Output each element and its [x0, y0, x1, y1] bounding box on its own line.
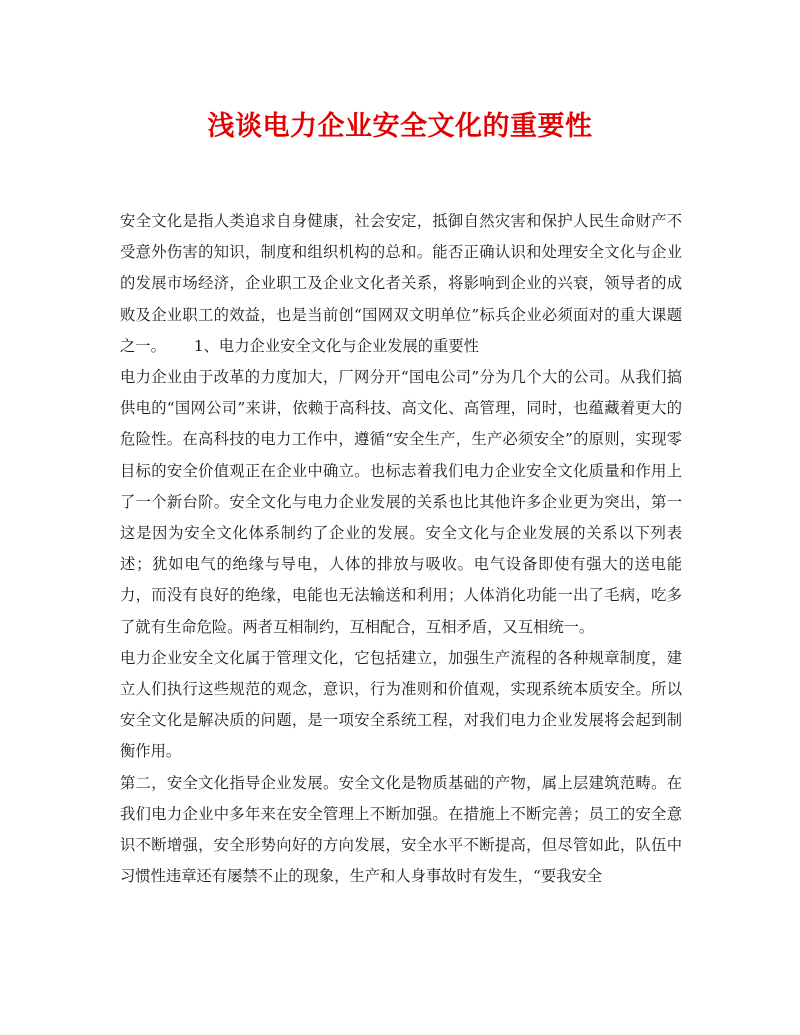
paragraph-4: 第二，安全文化指导企业发展。安全文化是物质基础的产物，属上层建筑范畴。在我们电力企业中多年来在安全管理上不断加强。在措施上不断完善；员工的安全意识不断增强，安全形势向好的方向发展，安全水平不断提高，但尽管如此，队伍中习惯性违章还有屡禁不止的现象，生产和人身事故时有发生，“要我安全: [120, 773, 682, 886]
document-body: [120, 206, 682, 892]
paragraph-3: 电力企业安全文化属于管理文化，它包括建立，加强生产流程的各种规章制度，建立人们执行这些规范的观念，意识，行为准则和价值观，实现系统本质安全。所以安全文化是解决质的问题，是一项安全系统工程，对我们电力企业发展将会起到制衡作用。: [120, 648, 682, 761]
paragraph-1: [120, 206, 682, 362]
section-heading-1: 1、电力企业安全文化与企业发展的重要性: [193, 336, 479, 355]
paragraph-1-text: 安全文化是指人类追求自身健康，社会安定，抵御自然灾害和保护人民生命财产不受意外伤害的知识，制度和组织机构的总和。能否正确认识和处理安全文化与企业的发展市场经济，企业职工及企业文化者关系，将影响到企业的兴衰，领导者的成败及企业职工的效益，也是当前创“国网双文明单位”标兵企业必须面对的重大课题之一。: [120, 212, 682, 355]
paragraph-2: 电力企业由于改革的力度加大，厂网分开“国电公司”分为几个大的公司。从我们搞供电的“国网公司”来讲，依赖于高科技、高文化、高管理，同时，也蕴藏着更大的危险性。在高科技的电力工作中，遵循“安全生产，生产必须安全”的原则，实现零目标的安全价值观正在企业中确立。也标志着我们电力企业安全文化质量和作用上了一个新台阶。安全文化与电力企业发展的关系也比其他许多企业更为突出，第一这是因为安全文化体系制约了企业的发展。安全文化与企业发展的关系以下列表述；犹如电气的绝缘与导电，人体的排放与吸收。电气设备即使有强大的送电能力，而没有良好的绝缘，电能也无法输送和利用；人体消化功能一出了毛病，吃多了就有生命危险。两者互相制约，互相配合，互相矛盾，又互相统一。: [120, 368, 682, 636]
document-title: 浅谈电力企业安全文化的重要性: [207, 111, 593, 142]
